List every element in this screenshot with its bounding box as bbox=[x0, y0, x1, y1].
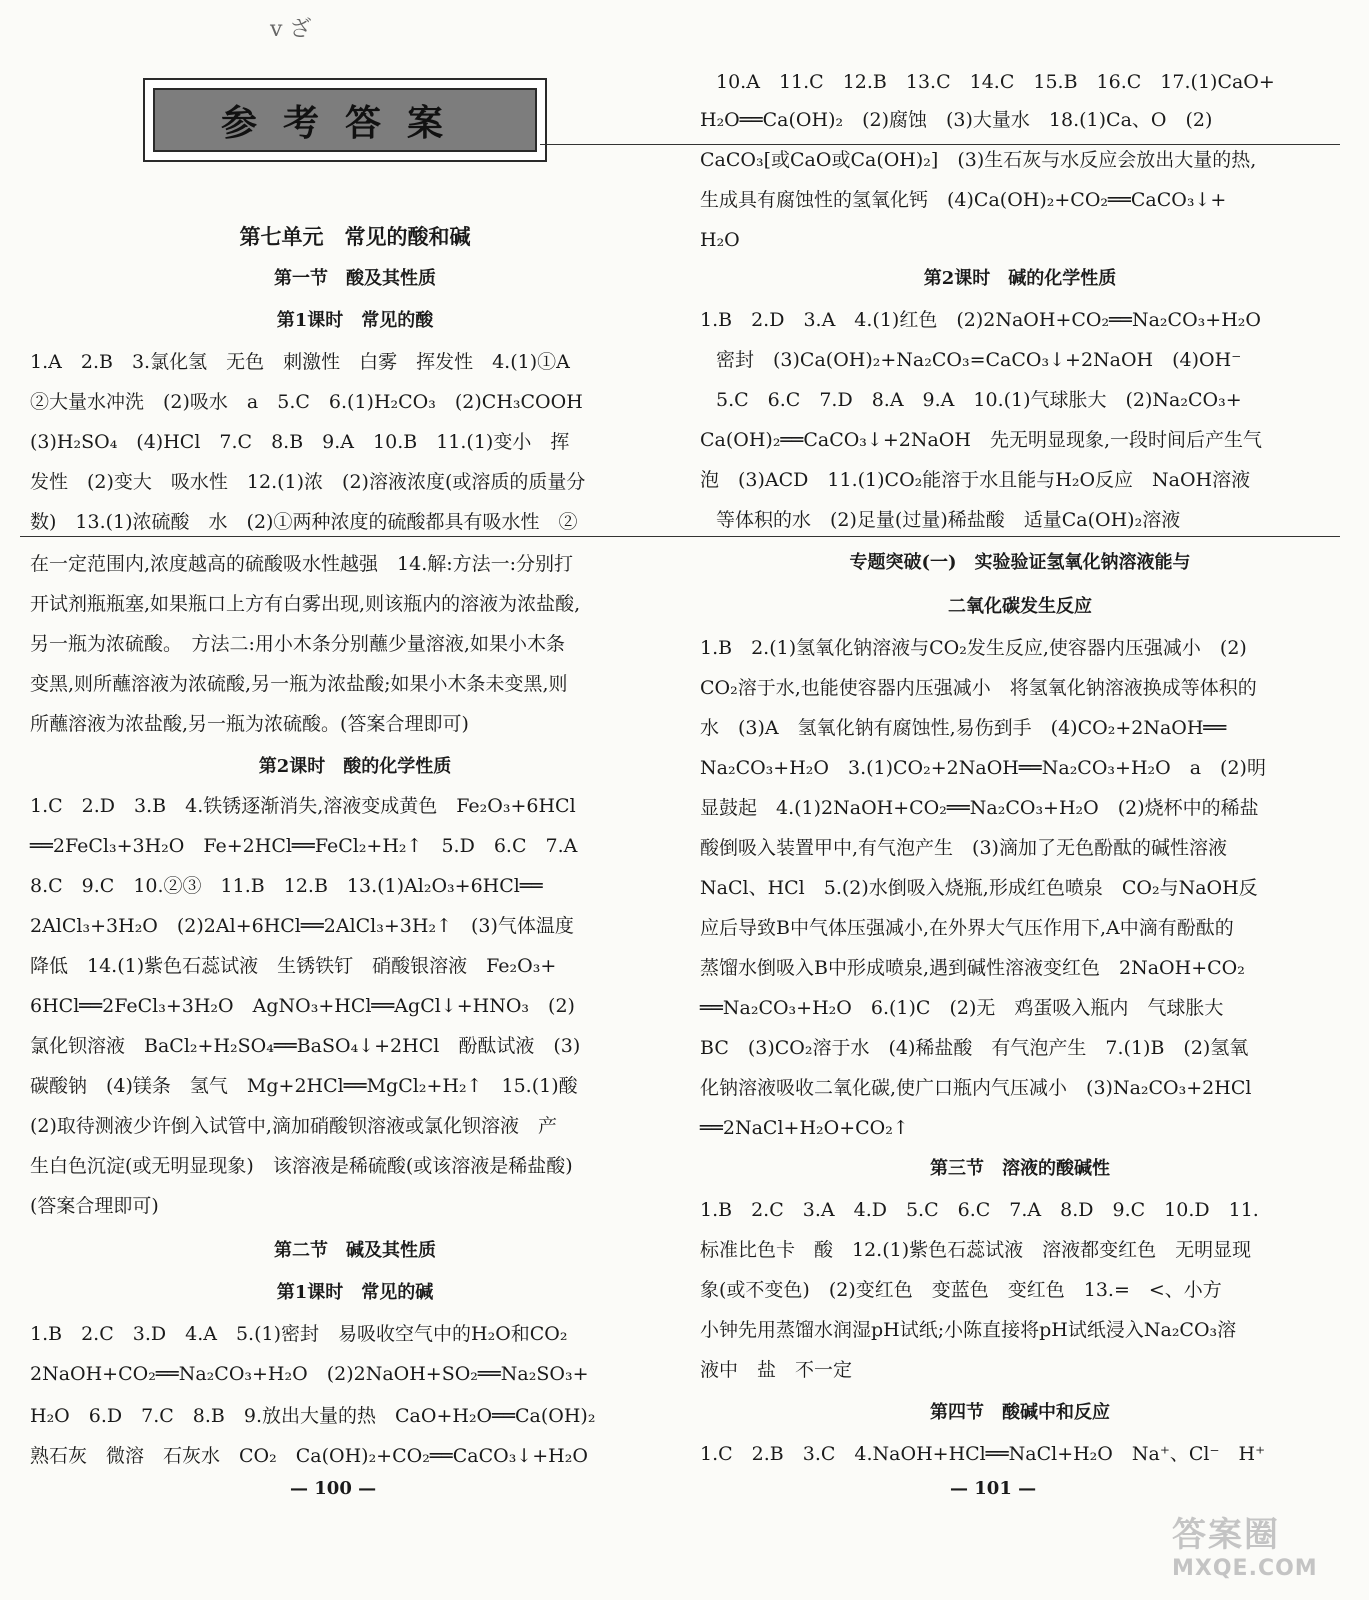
answer-line: ══2NaCl+H₂O+CO₂↑ bbox=[700, 1117, 909, 1139]
watermark bbox=[1172, 1507, 1352, 1589]
answer-line: 1.B 2.C 3.A 4.D 5.C 6.C 7.A 8.D 9.C 10.D 11. bbox=[700, 1199, 1259, 1221]
answer-line: 1.B 2.(1)氢氧化钠溶液与CO₂发生反应,使容器内压强减小 (2) bbox=[700, 637, 1247, 659]
answer-line: BC (3)CO₂溶于水 (4)稀盐酸 有气泡产生 7.(1)B (2)氢氧 bbox=[700, 1037, 1249, 1059]
answer-line: 10.A 11.C 12.B 13.C 14.C 15.B 16.C 17.(1)CaO+ bbox=[716, 71, 1275, 93]
answer-line: 水 (3)A 氢氧化钠有腐蚀性,易伤到手 (4)CO₂+2NaOH══ bbox=[700, 717, 1227, 739]
scan-mark: ⅴ ざ bbox=[270, 17, 312, 42]
answer-line: 化钠溶液吸收二氧化碳,使广口瓶内气压减小 (3)Na₂CO₃+2HCl bbox=[700, 1077, 1252, 1099]
answer-line: 等体积的水 (2)足量(过量)稀盐酸 适量Ca(OH)₂溶液 bbox=[716, 509, 1181, 531]
answer-line: H₂O bbox=[700, 229, 740, 251]
answer-line: 开试剂瓶瓶塞,如果瓶口上方有白雾出现,则该瓶内的溶液为浓盐酸, bbox=[30, 593, 581, 615]
answer-line: 1.B 2.D 3.A 4.(1)红色 (2)2NaOH+CO₂══Na₂CO₃+H₂O bbox=[700, 309, 1261, 331]
answer-line: 酸倒吸入装置甲中,有气泡产生 (3)滴加了无色酚酞的碱性溶液 bbox=[700, 837, 1227, 859]
answer-line: 在一定范围内,浓度越高的硫酸吸水性越强 14.解:方法一:分别打 bbox=[30, 553, 574, 575]
answer-line: 显鼓起 4.(1)2NaOH+CO₂══Na₂CO₃+H₂O (2)烧杯中的稀盐 bbox=[700, 797, 1259, 819]
answer-line: 蒸馏水倒吸入B中形成喷泉,遇到碱性溶液变红色 2NaOH+CO₂ bbox=[700, 957, 1245, 979]
answer-line: (3)H₂SO₄ (4)HCl 7.C 8.B 9.A 10.B 11.(1)变小 挥 bbox=[30, 431, 570, 453]
page-number-left: — 100 — bbox=[290, 1478, 377, 1499]
answer-line: 6HCl══2FeCl₃+3H₂O AgNO₃+HCl══AgCl↓+HNO₃ (2) bbox=[30, 995, 575, 1017]
answer-line: 变黑,则所蘸溶液为浓硫酸,另一瓶为浓盐酸;如果小木条未变黑,则 bbox=[30, 673, 568, 695]
answer-line: H₂O══Ca(OH)₂ (2)腐蚀 (3)大量水 18.(1)Ca、O (2) bbox=[700, 109, 1213, 131]
topic-heading-line2: 二氧化碳发生反应 bbox=[948, 596, 1092, 617]
lesson-heading-1: 第1课时 常见的酸 bbox=[276, 310, 434, 331]
answer-line: 发性 (2)变大 吸水性 12.(1)浓 (2)溶液浓度(或溶质的质量分 bbox=[30, 471, 586, 493]
lesson-heading-2: 第2课时 酸的化学性质 bbox=[258, 756, 452, 777]
answer-line: 1.A 2.B 3.氯化氢 无色 刺激性 白雾 挥发性 4.(1)①A bbox=[30, 351, 570, 373]
lesson-heading-3: 第1课时 常见的碱 bbox=[276, 1282, 434, 1303]
answer-line: 1.C 2.D 3.B 4.铁锈逐渐消失,溶液变成黄色 Fe₂O₃+6HCl bbox=[30, 795, 576, 817]
section-heading-4: 第四节 酸碱中和反应 bbox=[930, 1402, 1110, 1423]
topic-heading-line1: 专题突破(一) 实验验证氢氧化钠溶液能与 bbox=[849, 552, 1191, 573]
answer-line: 2NaOH+CO₂══Na₂CO₃+H₂O (2)2NaOH+SO₂══Na₂SO₃+ bbox=[30, 1363, 589, 1385]
answer-line: 小钟先用蒸馏水润湿pH试纸;小陈直接将pH试纸浸入Na₂CO₃溶 bbox=[700, 1319, 1237, 1341]
answer-line: H₂O 6.D 7.C 8.B 9.放出大量的热 CaO+H₂O══Ca(OH)₂ bbox=[30, 1405, 596, 1427]
answer-line: 降低 14.(1)紫色石蕊试液 生锈铁钉 硝酸银溶液 Fe₂O₃+ bbox=[30, 955, 557, 977]
answer-line: 氯化钡溶液 BaCl₂+H₂SO₄══BaSO₄↓+2HCl 酚酞试液 (3) bbox=[30, 1035, 581, 1057]
page-title: 参考答案 bbox=[153, 88, 537, 152]
answer-line: Na₂CO₃+H₂O 3.(1)CO₂+2NaOH══Na₂CO₃+H₂O a (2)明 bbox=[700, 757, 1266, 779]
section-heading-3: 第三节 溶液的酸碱性 bbox=[930, 1158, 1110, 1179]
answer-line: CaCO₃[或CaO或Ca(OH)₂] (3)生石灰与水反应会放出大量的热, bbox=[700, 149, 1257, 171]
title-box bbox=[143, 78, 547, 162]
answer-line: 象(或不变色) (2)变红色 变蓝色 变红色 13.= <、小方 bbox=[700, 1279, 1222, 1301]
rule-middle bbox=[20, 536, 1340, 537]
answer-line: ══Na₂CO₃+H₂O 6.(1)C (2)无 鸡蛋吸入瓶内 气球胀大 bbox=[700, 997, 1224, 1019]
answer-line: 标准比色卡 酸 12.(1)紫色石蕊试液 溶液都变红色 无明显现 bbox=[700, 1239, 1252, 1261]
answer-line: 熟石灰 微溶 石灰水 CO₂ Ca(OH)₂+CO₂══CaCO₃↓+H₂O bbox=[30, 1445, 588, 1467]
answer-line: 生白色沉淀(或无明显现象) 该溶液是稀硫酸(或该溶液是稀盐酸) bbox=[30, 1155, 573, 1177]
answer-line: 液中 盐 不一定 bbox=[700, 1359, 853, 1381]
answer-line: 1.B 2.C 3.D 4.A 5.(1)密封 易吸收空气中的H₂O和CO₂ bbox=[30, 1323, 568, 1345]
watermark-top: 答案圈 bbox=[1172, 1515, 1280, 1555]
answer-line: 8.C 9.C 10.②③ 11.B 12.B 13.(1)Al₂O₃+6HCl══ bbox=[30, 875, 543, 897]
section-heading-1: 第一节 酸及其性质 bbox=[274, 268, 436, 289]
rule-top-right bbox=[540, 144, 1340, 145]
answer-line: 生成具有腐蚀性的氢氧化钙 (4)Ca(OH)₂+CO₂══CaCO₃↓+ bbox=[700, 189, 1227, 211]
watermark-bottom: MXQE.COM bbox=[1172, 1556, 1318, 1581]
answer-line: 数) 13.(1)浓硫酸 水 (2)①两种浓度的硫酸都具有吸水性 ② bbox=[30, 511, 578, 533]
answer-line: NaCl、HCl 5.(2)水倒吸入烧瓶,形成红色喷泉 CO₂与NaOH反 bbox=[700, 877, 1258, 899]
answer-line: CO₂溶于水,也能使容器内压强减小 将氢氧化钠溶液换成等体积的 bbox=[700, 677, 1257, 699]
page-number-right: — 101 — bbox=[950, 1478, 1037, 1499]
answer-line: 碳酸钠 (4)镁条 氢气 Mg+2HCl══MgCl₂+H₂↑ 15.(1)酸 bbox=[30, 1075, 578, 1097]
answer-line: 泡 (3)ACD 11.(1)CO₂能溶于水且能与H₂O反应 NaOH溶液 bbox=[700, 469, 1251, 491]
answer-line: ②大量水冲洗 (2)吸水 a 5.C 6.(1)H₂CO₃ (2)CH₃COOH bbox=[30, 391, 583, 413]
answer-line: 2AlCl₃+3H₂O (2)2Al+6HCl══2AlCl₃+3H₂↑ (3)气体温度 bbox=[30, 915, 574, 937]
answer-line: Ca(OH)₂══CaCO₃↓+2NaOH 先无明显现象,一段时间后产生气 bbox=[700, 429, 1262, 451]
section-heading-2: 第二节 碱及其性质 bbox=[274, 1240, 436, 1261]
answer-line: 应后导致B中气体压强减小,在外界大气压作用下,A中滴有酚酞的 bbox=[700, 917, 1234, 939]
answer-line: 另一瓶为浓硫酸。 方法二:用小木条分别蘸少量溶液,如果小木条 bbox=[30, 633, 565, 655]
answer-line: 密封 (3)Ca(OH)₂+Na₂CO₃=CaCO₃↓+2NaOH (4)OH⁻ bbox=[716, 349, 1242, 371]
lesson-heading-4: 第2课时 碱的化学性质 bbox=[923, 268, 1117, 289]
answer-line: (答案合理即可) bbox=[30, 1195, 159, 1217]
answer-line: ══2FeCl₃+3H₂O Fe+2HCl══FeCl₂+H₂↑ 5.D 6.C 7.A bbox=[30, 835, 578, 857]
answer-line: 所蘸溶液为浓盐酸,另一瓶为浓硫酸。(答案合理即可) bbox=[30, 713, 469, 735]
answer-line: 5.C 6.C 7.D 8.A 9.A 10.(1)气球胀大 (2)Na₂CO₃+ bbox=[716, 389, 1242, 411]
unit-title: 第七单元 常见的酸和碱 bbox=[239, 225, 471, 249]
answer-line: 1.C 2.B 3.C 4.NaOH+HCl══NaCl+H₂O Na⁺、Cl⁻ H⁺ bbox=[700, 1443, 1266, 1465]
answer-line: (2)取待测液少许倒入试管中,滴加硝酸钡溶液或氯化钡溶液 产 bbox=[30, 1115, 557, 1137]
